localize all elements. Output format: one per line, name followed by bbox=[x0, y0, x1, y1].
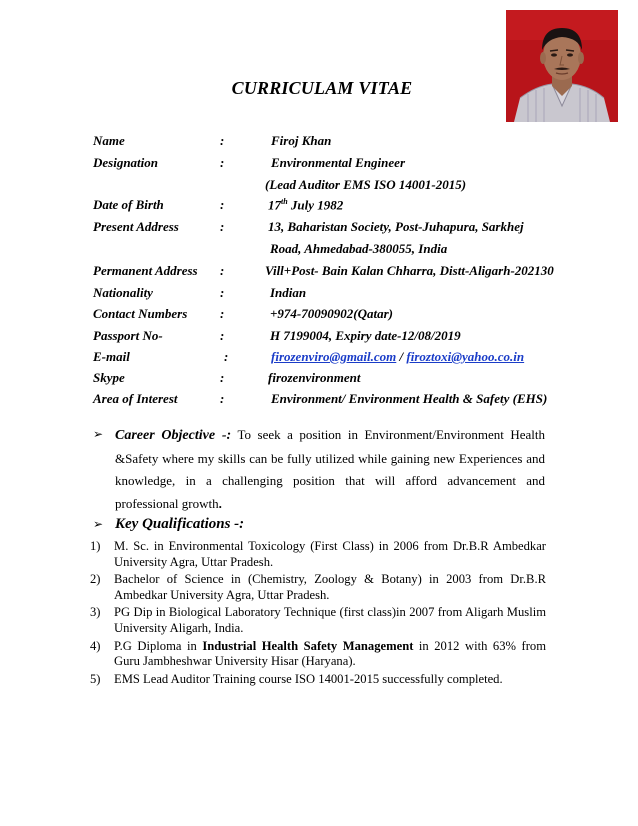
profile-photo bbox=[506, 10, 618, 122]
list-item: 3) PG Dip in Biological Laboratory Technique (first class)in 2007 from Aligarh Muslim University Aligarh, India. bbox=[90, 605, 546, 635]
list-item: 2) Bachelor of Science in (Chemistry, Zoology & Botany) in 2003 from Dr.B.R Ambedkar University Agra, Uttar Pradesh. bbox=[90, 572, 546, 602]
career-objective-bullet bbox=[93, 427, 115, 443]
list-item: 5) EMS Lead Auditor Training course ISO 14001-2015 successfully completed. bbox=[90, 671, 503, 686]
qualifications-list bbox=[90, 539, 546, 687]
key-qualifications-heading: ➢ Key Qualifications -: bbox=[93, 516, 245, 532]
list-item: 1) M. Sc. in Environmental Toxicology (First Class) in 2006 from Dr.B.R Ambedkar University Agra, Uttar Pradesh. bbox=[90, 539, 546, 569]
document-title: CURRICULAM VITAE bbox=[231, 78, 413, 98]
list-item: 4) P.G Diploma in Industrial Health Safety Management in 2012 with 63% from Guru Jambheshwar University Hisar (Haryana). bbox=[90, 638, 546, 669]
email-link-yahoo[interactable]: firoztoxi@yahoo.co.in bbox=[406, 349, 525, 364]
person-photo-icon bbox=[506, 10, 618, 122]
arrow-bullet-icon: ➢ bbox=[93, 427, 104, 441]
email-link-gmail[interactable]: firozenviro@gmail.com bbox=[271, 349, 397, 364]
arrow-bullet-icon: ➢ bbox=[93, 517, 104, 531]
career-objective: Career Objective -: To seek a position in Environment/Environment Health &Safety where my skills can be fully utilized while gaining new Experiences and knowledge, in a challenging position that will afford advancement and professional growth. bbox=[115, 427, 545, 511]
